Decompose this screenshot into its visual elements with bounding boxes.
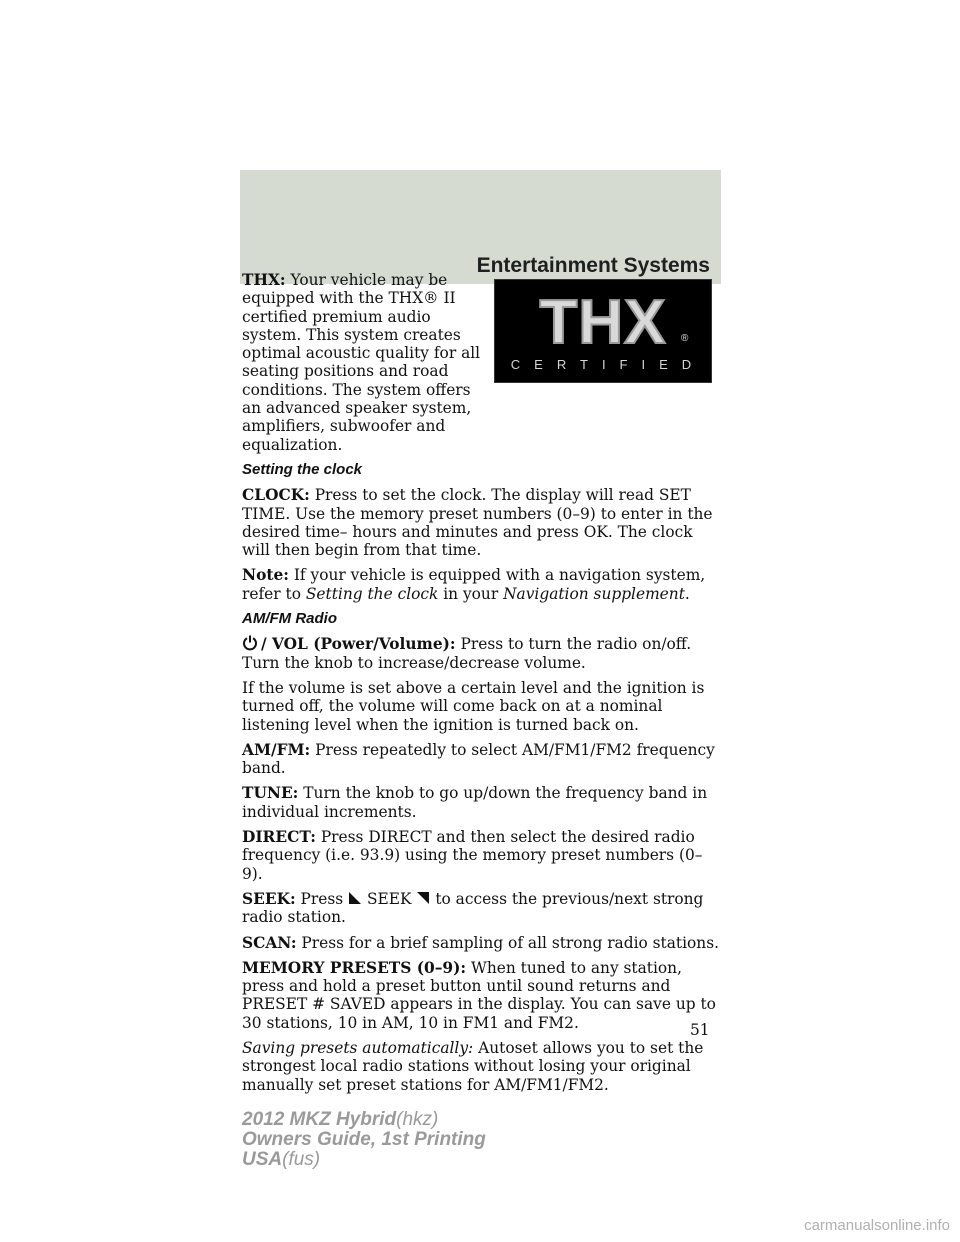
paragraph-scan	[242, 934, 720, 952]
footer-region-code: (fus)	[282, 1149, 321, 1170]
section-title: Entertainment Systems	[476, 254, 710, 277]
text-power-volume: Press to turn the radio on/off. Turn the knob to increase/decrease volume.	[242, 635, 692, 672]
paragraph-am-fm	[242, 741, 720, 778]
footer-line-region	[242, 1150, 486, 1170]
footer-model-code: (hkz)	[396, 1109, 439, 1130]
document-footer	[242, 1110, 486, 1170]
footer-line-model	[242, 1110, 486, 1130]
text-direct: Press DIRECT and then select the desired radio frequency (i.e. 93.9) using the memory preset numbers (0–9).	[242, 828, 703, 883]
heading-am-fm-radio: AM/FM Radio	[242, 610, 337, 628]
seek-previous-icon	[348, 891, 362, 905]
text-seek-2: SEEK	[366, 889, 412, 908]
page-content	[242, 271, 720, 1101]
text-autoset: Autoset allows you to set the strongest local radio stations without losing your original manually set preset stations for AM/FM1/FM2.	[242, 1038, 704, 1094]
text-clock: Press to set the clock. The display will read SET TIME. Use the memory preset numbers (0–9) to enter in the desired time– hours and minutes and press OK. The clock will then begin from that time.	[242, 486, 713, 560]
paragraph-volume-note: If the volume is set above a certain level and the ignition is turned off, the volume will come back on at a nominal listening level when the ignition is turned back on.	[242, 678, 705, 734]
reference-setting-clock: Setting the clock	[305, 584, 439, 603]
paragraph-tune	[242, 784, 720, 821]
thx-logo-certified-text: CERTIFIED	[510, 356, 706, 372]
paragraph-power-volume	[242, 635, 720, 672]
label-seek: SEEK:	[242, 889, 296, 908]
text-memory-presets: When tuned to any station, press and hold a preset button until sound returns and PRESET # SAVED appears in the display. You can save up to 30 stations, 10 in AM, 10 in FM1 and FM2.	[242, 958, 716, 1032]
label-scan: SCAN:	[242, 933, 297, 952]
reference-navigation-supplement: Navigation supplement	[503, 584, 685, 603]
text-scan: Press for a brief sampling of all strong radio stations.	[301, 933, 719, 952]
seek-next-icon	[416, 891, 430, 905]
label-direct: DIRECT:	[242, 828, 316, 847]
paragraph-direct	[242, 828, 720, 883]
text-seek-3: to access the previous/next strong radio station.	[242, 889, 704, 927]
paragraph-seek	[242, 890, 720, 927]
label-note: Note:	[242, 566, 289, 585]
footer-line-guide: Owners Guide, 1st Printing	[242, 1129, 486, 1150]
text-tune: Turn the knob to go up/down the frequency band in individual increments.	[242, 784, 708, 821]
watermark-link[interactable]: carmanualsonline.info	[804, 1217, 950, 1234]
label-memory-presets: MEMORY PRESETS (0–9):	[242, 958, 467, 977]
text-seek-1: Press	[300, 889, 344, 908]
thx-certified-logo	[494, 279, 712, 383]
label-am-fm: AM/FM:	[242, 740, 311, 759]
label-power-volume: / VOL (Power/Volume):	[261, 635, 456, 654]
text-thx: Your vehicle may be equipped with the THX® II certified premium audio system. This system creates optimal acoustic quality for all seating positions and road conditions. The system offers an advanced speaker system, amplifiers, subwoofer and equalization.	[242, 271, 481, 454]
paragraph-thx	[242, 271, 482, 454]
footer-region: USA	[242, 1149, 283, 1170]
thx-logo-letters: THX	[539, 288, 667, 357]
text-note-3: .	[684, 584, 690, 603]
power-icon	[242, 635, 258, 651]
label-tune: TUNE:	[242, 784, 299, 803]
page-number: 51	[690, 1021, 710, 1039]
paragraph-clock	[242, 486, 720, 559]
text-note-1: If your vehicle is equipped with a navigation system, refer to	[242, 566, 706, 603]
label-thx: THX:	[242, 271, 286, 289]
paragraph-memory-presets	[242, 959, 720, 1032]
footer-model: 2012 MKZ Hybrid	[242, 1109, 397, 1130]
section-header-band	[240, 170, 721, 284]
thx-logo-registered-mark: ®	[681, 333, 689, 344]
label-clock: CLOCK:	[242, 486, 310, 505]
paragraph-autoset	[242, 1039, 720, 1094]
paragraph-note	[242, 566, 720, 603]
text-note-2: in your	[438, 584, 504, 603]
text-am-fm: Press repeatedly to select AM/FM1/FM2 frequency band.	[242, 740, 715, 778]
heading-setting-clock: Setting the clock	[242, 460, 363, 478]
label-autoset: Saving presets automatically:	[242, 1038, 474, 1057]
